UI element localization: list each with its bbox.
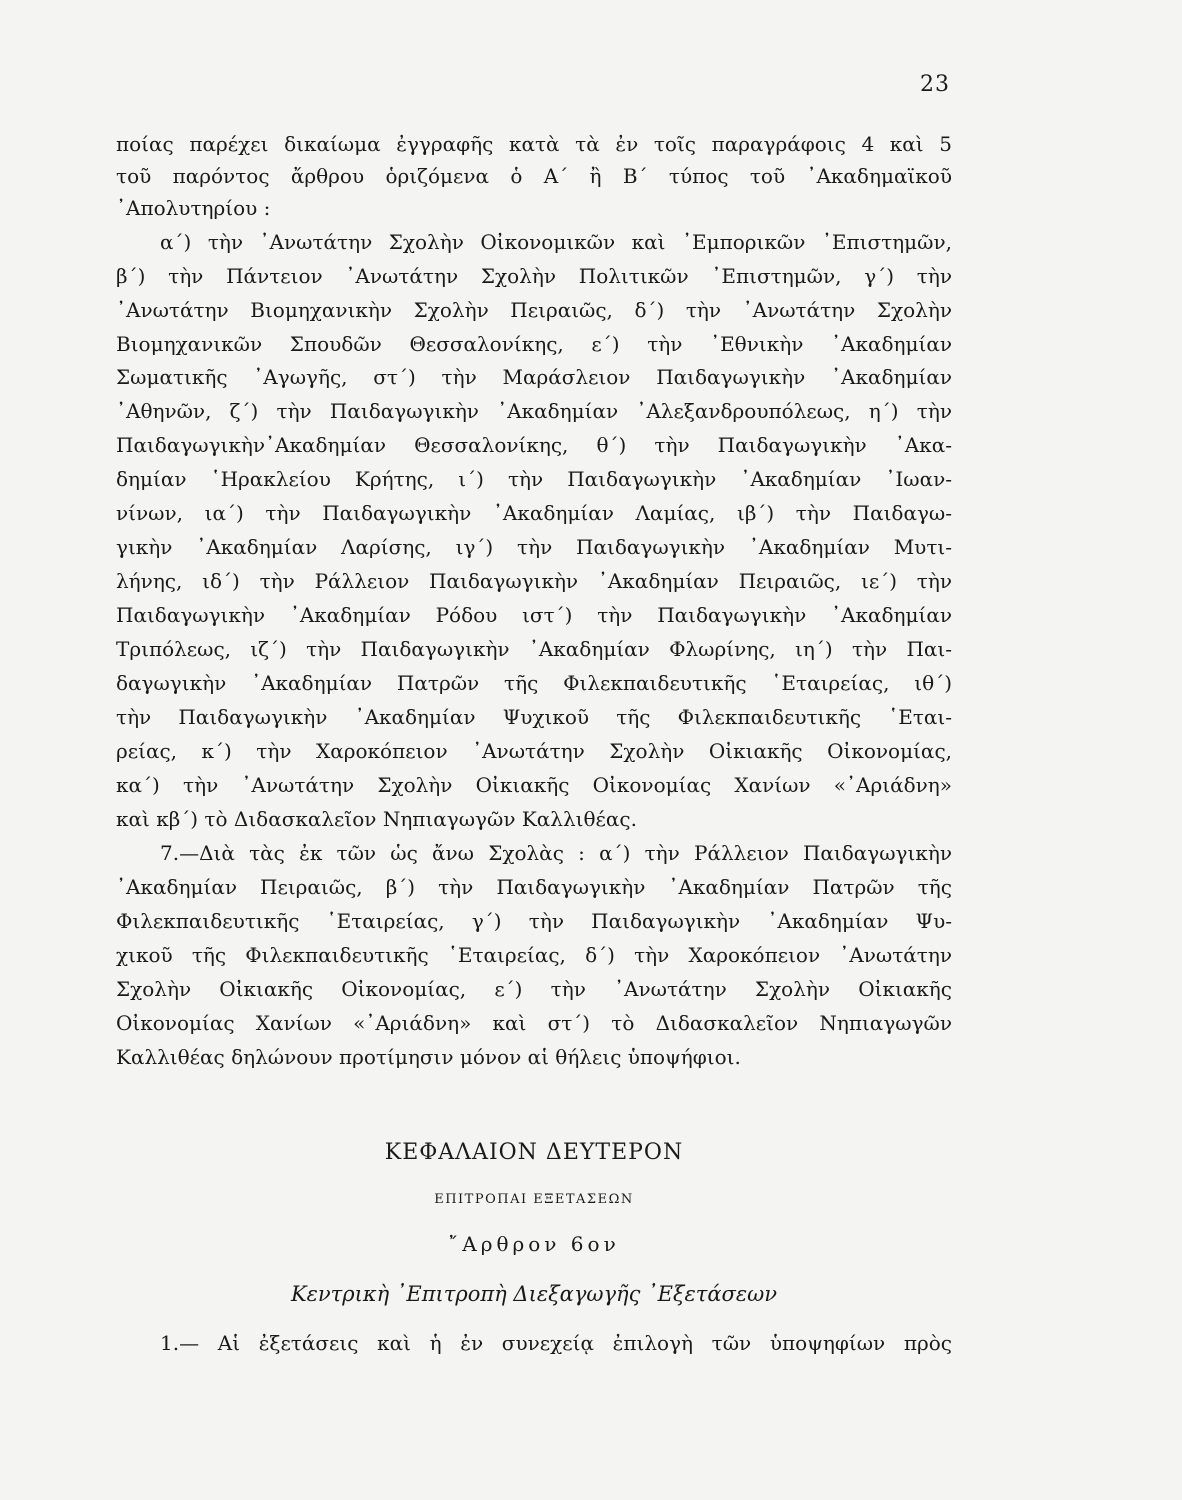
section-title: Κεντρικὴ ᾿Επιτροπὴ Διεξαγωγῆς ᾿Εξετάσεων: [290, 1282, 778, 1306]
body-line-26: Σχολὴν Οἰκιακῆς Οἰκονομίας, ε΄) τὴν ᾿Ανωτάτην Σχολὴν Οἰκιακῆς: [116, 977, 952, 1001]
body-line-14: λήνης, ιδ΄) τὴν Ράλλειον Παιδαγωγικὴν ᾿Ακαδημίαν Πειραιῶς, ιε΄) τὴν: [116, 569, 952, 593]
body-line-10: Παιδαγωγικὴν᾿Ακαδημίαν Θεσσαλονίκης, θ΄) τὴν Παιδαγωγικὴν ᾿Ακα-: [116, 433, 952, 457]
body-line-5: β΄) τὴν Πάντειον ᾿Ανωτάτην Σχολὴν Πολιτικῶν ᾿Επιστημῶν, γ΄) τὴν: [116, 264, 952, 288]
body-line-24: Φιλεκπαιδευτικῆς ῾Εταιρείας, γ΄) τὴν Παιδαγωγικὴν ᾿Ακαδημίαν Ψυ-: [116, 909, 952, 933]
body-line-28: Καλλιθέας δηλώνουν προτίμησιν μόνον αἱ θήλεις ὑποψήφιοι.: [116, 1045, 741, 1069]
body-line-1: ποίας παρέχει δικαίωμα ἐγγραφῆς κατὰ τὰ ἐν τοῖς παραγράφοις 4 καὶ 5: [116, 132, 952, 156]
body-line-17: δαγωγικὴν ᾿Ακαδημίαν Πατρῶν τῆς Φιλεκπαιδευτικῆς ῾Εταιρείας, ιθ΄): [116, 671, 952, 695]
body-line-6: ᾿Ανωτάτην Βιομηχανικὴν Σχολὴν Πειραιῶς, δ΄) τὴν ᾿Ανωτάτην Σχολὴν: [116, 298, 952, 322]
body-line-3: ᾿Απολυτηρίου :: [116, 196, 271, 220]
body-line-25: χικοῦ τῆς Φιλεκπαιδευτικῆς ῾Εταιρείας, δ΄) τὴν Χαροκόπειον ᾿Ανωτάτην: [116, 943, 952, 967]
article-title: ῎Αρθρον 6ον: [448, 1232, 620, 1256]
body-line-4: α΄) τὴν ᾿Ανωτάτην Σχολὴν Οἰκονομικῶν καὶ ᾿Εμπορικῶν ᾿Επιστημῶν,: [160, 230, 952, 254]
body-line-9: ᾿Αθηνῶν, ζ΄) τὴν Παιδαγωγικὴν ᾿Ακαδημίαν ᾿Αλεξανδρουπόλεως, η΄) τὴν: [116, 399, 952, 423]
body-line-8: Σωματικῆς ᾿Αγωγῆς, στ΄) τὴν Μαράσλειον Παιδαγωγικὴν ᾿Ακαδημίαν: [116, 365, 952, 389]
page-number: 23: [920, 72, 950, 97]
body-line-23: ᾿Ακαδημίαν Πειραιῶς, β΄) τὴν Παιδαγωγικὴν ᾿Ακαδημίαν Πατρῶν τῆς: [116, 875, 952, 899]
chapter-subtitle: ΕΠΙΤΡΟΠΑΙ ΕΞΕΤΑΣΕΩΝ: [434, 1192, 634, 1207]
body-line-13: γικὴν ᾿Ακαδημίαν Λαρίσης, ιγ΄) τὴν Παιδαγωγικὴν ᾿Ακαδημίαν Μυτι-: [116, 535, 952, 559]
body-line-16: Τριπόλεως, ιζ΄) τὴν Παιδαγωγικὴν ᾿Ακαδημίαν Φλωρίνης, ιη΄) τὴν Παι-: [116, 637, 952, 661]
body-line-7: Βιομηχανικῶν Σπουδῶν Θεσσαλονίκης, ε΄) τὴν ᾿Εθνικὴν ᾿Ακαδημίαν: [116, 332, 952, 356]
body-line-19: ρείας, κ΄) τὴν Χαροκόπειον ᾿Ανωτάτην Σχολὴν Οἰκιακῆς Οἰκονομίας,: [116, 739, 952, 763]
body-line-15: Παιδαγωγικὴν ᾿Ακαδημίαν Ρόδου ιστ΄) τὴν Παιδαγωγικὴν ᾿Ακαδημίαν: [116, 603, 952, 627]
body-line-18: τὴν Παιδαγωγικὴν ᾿Ακαδημίαν Ψυχικοῦ τῆς Φιλεκπαιδευτικῆς ῾Εται-: [116, 705, 952, 729]
closing-line: 1.— Αἱ ἐξετάσεις καὶ ἡ ἐν συνεχείᾳ ἐπιλογὴ τῶν ὑποψηφίων πρὸς: [160, 1331, 952, 1355]
body-line-21: καὶ κβ΄) τὸ Διδασκαλεῖον Νηπιαγωγῶν Καλλιθέας.: [116, 807, 637, 831]
body-line-12: νίνων, ια΄) τὴν Παιδαγωγικὴν ᾿Ακαδημίαν Λαμίας, ιβ΄) τὴν Παιδαγω-: [116, 501, 952, 525]
chapter-title: ΚΕΦΑΛΑΙΟΝ ΔΕΥΤΕΡΟΝ: [384, 1140, 684, 1165]
body-line-22: 7.—Διὰ τὰς ἐκ τῶν ὡς ἄνω Σχολὰς : α΄) τὴν Ράλλειον Παιδαγωγικὴν: [160, 841, 952, 865]
body-line-2: τοῦ παρόντος ἄρθρου ὁριζόμενα ὁ Α΄ ἢ Β΄ τύπος τοῦ ᾿Ακαδημαϊκοῦ: [116, 164, 952, 188]
body-line-27: Οἰκονομίας Χανίων «᾿Αριάδνη» καὶ στ΄) τὸ Διδασκαλεῖον Νηπιαγωγῶν: [116, 1011, 952, 1035]
body-line-11: δημίαν ῾Ηρακλείου Κρήτης, ι΄) τὴν Παιδαγωγικὴν ᾿Ακαδημίαν ᾿Ιωαν-: [116, 467, 952, 491]
body-line-20: κα΄) τὴν ᾿Ανωτάτην Σχολὴν Οἰκιακῆς Οἰκονομίας Χανίων «᾿Αριάδνη»: [116, 773, 952, 797]
